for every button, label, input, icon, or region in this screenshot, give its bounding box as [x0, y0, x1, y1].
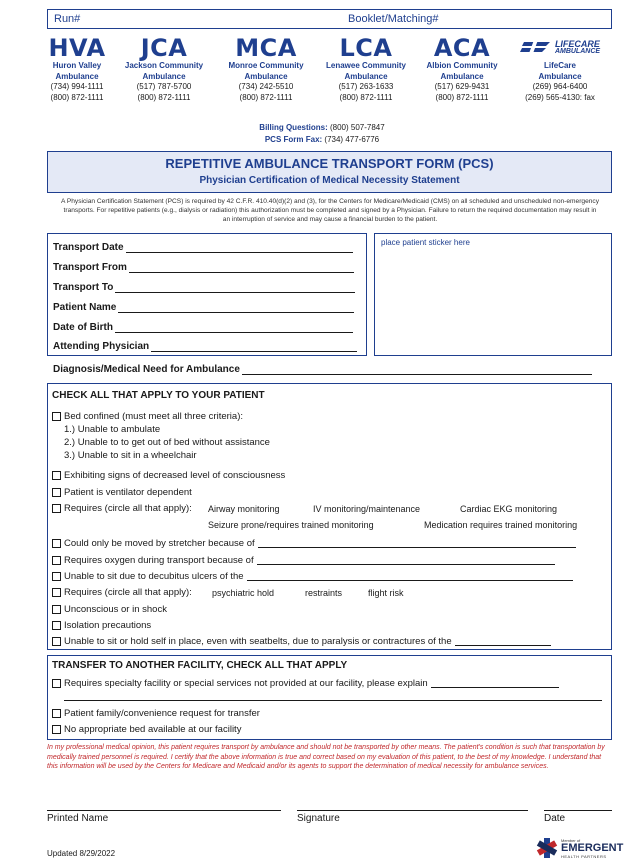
consciousness-checkbox[interactable]: Exhibiting signs of decreased level of consciousness — [52, 470, 285, 481]
criteria-1: 1.) Unable to ambulate — [64, 424, 161, 435]
option-restraints[interactable]: restraints — [305, 588, 343, 598]
company-lca: LCA Lenawee Community Ambulance (517) 263-1633 (800) 872-1111 — [320, 35, 412, 103]
patient-name-field[interactable]: Patient Name — [53, 301, 354, 313]
criteria-3: 3.) Unable to sit in a wheelchair — [64, 450, 197, 461]
date-of-birth-field[interactable]: Date of Birth — [53, 321, 353, 333]
billing-info: Billing Questions: (800) 507-7847 PCS Form Fax: (734) 477-6776 — [259, 123, 385, 144]
paralysis-checkbox[interactable]: Unable to sit or hold self in place, even with seatbelts, due to paralysis or contractures of the — [52, 636, 551, 647]
checkbox-icon[interactable] — [52, 539, 61, 548]
certification-statement: In my professional medical opinion, this patient requires transport by ambulance and should not be transported by other means. The patient's condition is such that transportation by medically trained personnel is required. I certify that the above information is true and correct based on my evaluation of this patient, to the best of my knowledge. I understand that this information will be used by the Centers for Medicare and Medicaid and/or its agents to support the determination of medical necessity for ambulance services. — [47, 744, 605, 770]
requires-other-checkbox[interactable]: Requires (circle all that apply): — [52, 587, 192, 598]
checkbox-icon[interactable] — [52, 588, 61, 597]
criteria-2: 2.) Unable to to get out of bed without assistance — [64, 437, 270, 448]
company-lifecare: LIFECARE AMBULANCE LifeCare Ambulance (269) 964-6400 (269) 565-4130: fax — [508, 35, 612, 103]
patient-criteria-section — [47, 383, 612, 650]
checkbox-icon[interactable] — [52, 572, 61, 581]
lifecare-logo: LIFECARE AMBULANCE — [508, 35, 612, 61]
ventilator-checkbox[interactable]: Patient is ventilator dependent — [52, 487, 192, 498]
checkbox-icon[interactable] — [52, 637, 61, 646]
lifecare-star-icon — [520, 40, 552, 56]
option-medication[interactable]: Medication requires trained monitoring — [424, 520, 578, 530]
option-seizure[interactable]: Seizure prone/requires trained monitoring — [208, 520, 374, 530]
option-airway[interactable]: Airway monitoring — [208, 504, 280, 514]
signature-line[interactable]: Signature — [297, 810, 528, 824]
emergent-health-partners-logo: Member of EMERGENT HEALTH PARTNERS — [536, 834, 636, 862]
updated-date: Updated 8/29/2022 — [47, 849, 116, 858]
transport-from-field[interactable]: Transport From — [53, 261, 354, 273]
intro-paragraph: A Physician Certification Statement (PCS) is required by 42 C.F.R. 410.40(d)(2) and (3), for the Centers for Medicare/Medicaid (CMS) on all scheduled and unscheduled non-emergency transports. For repetitive patients (e.g., dialysis or radiation) this authorization must be completed and signed by a Physician. Failure to return the required documentation may result in an interruption of service and may cause a financial burden to the patient. — [60, 198, 599, 223]
attending-physician-field[interactable]: Attending Physician — [53, 340, 357, 352]
diagnosis-field[interactable]: Diagnosis/Medical Need for Ambulance — [53, 364, 592, 375]
checkbox-icon[interactable] — [52, 556, 61, 565]
section2-heading: TRANSFER TO ANOTHER FACILITY, CHECK ALL THAT APPLY — [52, 660, 348, 671]
explain-line[interactable] — [64, 700, 602, 701]
checkbox-icon[interactable] — [52, 605, 61, 614]
run-number-label: Run# — [54, 13, 81, 25]
bed-confined-checkbox[interactable]: Bed confined (must meet all three criteria): — [52, 411, 243, 422]
sticker-label: place patient sticker here — [381, 238, 470, 247]
checkbox-icon[interactable] — [52, 679, 61, 688]
stretcher-checkbox[interactable]: Could only be moved by stretcher because of — [52, 538, 576, 549]
checkbox-icon[interactable] — [52, 412, 61, 421]
checkbox-icon[interactable] — [52, 725, 61, 734]
printed-name-line[interactable]: Printed Name — [47, 810, 281, 824]
convenience-checkbox[interactable]: Patient family/convenience request for transfer — [52, 708, 260, 719]
transport-date-field[interactable]: Transport Date — [53, 241, 353, 253]
checkbox-icon[interactable] — [52, 504, 61, 513]
lca-logo: LCA — [339, 34, 393, 62]
oxygen-checkbox[interactable]: Requires oxygen during transport because of — [52, 555, 555, 566]
specialty-facility-checkbox[interactable]: Requires specialty facility or special services not provided at our facility, please explain — [52, 678, 559, 689]
run-number-bar — [47, 9, 612, 29]
form-title-box — [47, 151, 612, 193]
aca-logo: ACA — [433, 34, 491, 62]
checkbox-icon[interactable] — [52, 471, 61, 480]
patient-sticker-area — [374, 233, 612, 356]
form-subtitle: Physician Certification of Medical Necessity Statement — [199, 175, 460, 186]
checkbox-icon[interactable] — [52, 621, 61, 630]
company-jca: JCA Jackson Community Ambulance (517) 787-5700 (800) 872-1111 — [118, 35, 210, 103]
section1-heading: CHECK ALL THAT APPLY TO YOUR PATIENT — [52, 390, 265, 401]
decubitus-checkbox[interactable]: Unable to sit due to decubitus ulcers of the — [52, 571, 573, 582]
isolation-checkbox[interactable]: Isolation precautions — [52, 620, 151, 631]
transport-details-box — [47, 233, 367, 356]
star-of-life-icon — [536, 837, 558, 859]
checkbox-icon[interactable] — [52, 488, 61, 497]
jca-logo: JCA — [140, 34, 188, 62]
company-aca: ACA Albion Community Ambulance (517) 629-9431 (800) 872-1111 — [418, 35, 506, 103]
option-iv[interactable]: IV monitoring/maintenance — [313, 504, 421, 514]
monitoring-checkbox[interactable]: Requires (circle all that apply): — [52, 503, 192, 514]
option-cardiac-ekg[interactable]: Cardiac EKG monitoring — [460, 504, 558, 514]
option-flight-risk[interactable]: flight risk — [368, 588, 404, 598]
checkbox-icon[interactable] — [52, 709, 61, 718]
booklet-matching-label: Booklet/Matching# — [348, 13, 439, 25]
date-line[interactable]: Date — [544, 810, 612, 824]
transfer-section — [47, 655, 612, 740]
no-bed-checkbox[interactable]: No appropriate bed available at our facility — [52, 724, 241, 735]
option-psychiatric-hold[interactable]: psychiatric hold — [212, 588, 275, 598]
mca-logo: MCA — [235, 34, 297, 62]
unconscious-checkbox[interactable]: Unconscious or in shock — [52, 604, 167, 615]
company-mca: MCA Monroe Community Ambulance (734) 242-5510 (800) 872-1111 — [220, 35, 312, 103]
company-hva: HVA Huron Valley Ambulance (734) 994-1111 (800) 872-1111 — [42, 35, 112, 103]
form-title: REPETITIVE AMBULANCE TRANSPORT FORM (PCS) — [165, 156, 494, 171]
transport-to-field[interactable]: Transport To — [53, 281, 355, 293]
hva-logo: HVA — [48, 34, 106, 62]
